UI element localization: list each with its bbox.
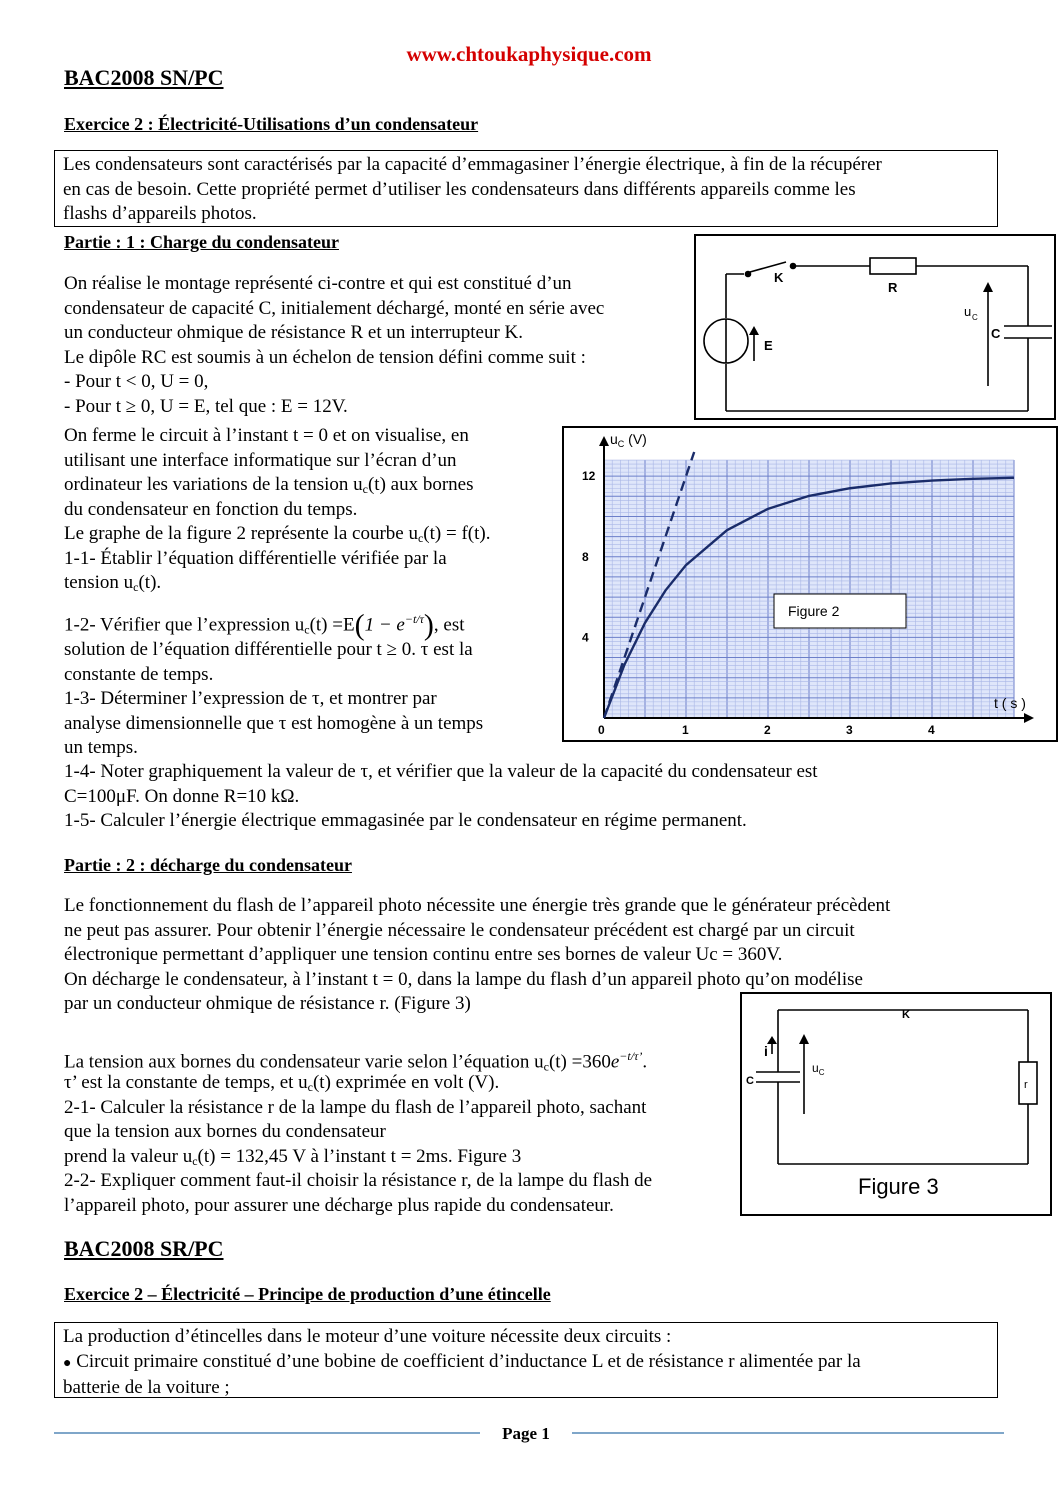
part2-text-b xyxy=(64,1071,734,1218)
text-line xyxy=(64,473,559,498)
text-span: . xyxy=(642,1051,648,1073)
label-k: K xyxy=(902,1009,910,1021)
figure2-label: Figure 2 xyxy=(788,603,840,619)
text-line: Le fonctionnement du flash de l’appareil photo nécessite une énergie très grande que le générateur précèdent xyxy=(64,895,891,916)
text-line: batterie de la voiture ; xyxy=(63,1377,230,1398)
page-number: Page 1 xyxy=(502,1424,550,1443)
text-span: τ’ est la constante de temps, et u xyxy=(64,1072,308,1093)
label-c: C xyxy=(746,1075,754,1087)
text-span: (t) = 132,45 V à l’instant t = 2ms. Figure 3 xyxy=(197,1145,522,1167)
y-tick-label: 12 xyxy=(582,469,596,484)
formula-exponent: −t/τ’ xyxy=(619,1049,643,1063)
label-uc: u xyxy=(964,304,972,319)
figure3-label: Figure 3 xyxy=(858,1174,939,1199)
x-tick-label: 2 xyxy=(764,723,771,737)
text-line: 1-4- Noter graphiquement la valeur de τ, et vérifier que la valeur de la capacité du condensateur est xyxy=(64,761,818,782)
paren-close: ) xyxy=(423,608,434,642)
text-line xyxy=(64,522,559,547)
bullet-icon: ● xyxy=(63,1355,72,1371)
text-span: 1-2- Vérifier que l’expression u xyxy=(64,614,305,636)
resistor-r xyxy=(1019,1062,1037,1104)
arrow-head xyxy=(983,282,993,292)
label-r: r xyxy=(1024,1079,1028,1091)
part1-text-d xyxy=(64,760,1024,834)
section2-title: BAC2008 SR/PC xyxy=(64,1236,224,1261)
text-line: analyse dimensionnelle que τ est homogène à un temps xyxy=(64,712,484,734)
text-line xyxy=(64,1145,734,1170)
text-line: On ferme le circuit à l’instant t = 0 et on visualise, en xyxy=(64,425,469,446)
intro-line: en cas de besoin. Cette propriété permet d’utiliser les condensateurs dans différents appareils comme les xyxy=(63,178,856,200)
x-tick-label: 1 xyxy=(682,723,689,737)
part1-text-c xyxy=(64,638,559,761)
text-line: 1-5- Calculer l’énergie électrique emmagasinée par le condensateur en régime permanent. xyxy=(64,810,747,831)
label-k: K xyxy=(774,270,784,285)
paren-open: ( xyxy=(354,608,365,642)
intro-line: Les condensateurs sont caractérisés par la capacité d’emmagasiner l’énergie électrique, à fin de la récupérer xyxy=(63,154,882,175)
label-uc-sub: C xyxy=(972,313,978,322)
x-axis-arrow xyxy=(1024,713,1034,723)
text-span: (t). xyxy=(138,572,162,593)
figure1-circuit xyxy=(694,234,1056,420)
text-span: tension u xyxy=(64,572,134,593)
text-line: 1-1- Établir l’équation différentielle vérifiée par la xyxy=(64,547,447,569)
part1-title: Partie : 1 : Charge du condensateur xyxy=(64,232,339,252)
text-span: (t) exprimée en volt (V). xyxy=(312,1072,500,1093)
figure3-circuit xyxy=(740,992,1052,1216)
text-span: Le graphe de la figure 2 représente la courbe u xyxy=(64,523,418,544)
y-axis-label: $u_C$ (V) xyxy=(610,431,647,449)
text-span: La tension aux bornes du condensateur varie selon l’équation u xyxy=(64,1051,544,1073)
text-line: utilisant une interface informatique sur l’écran d’un xyxy=(64,449,457,471)
exercise1-title: Exercice 2 : Électricité-Utilisations d’un condensateur xyxy=(64,114,479,134)
label-r: R xyxy=(888,280,898,295)
text-span: (t) aux bornes xyxy=(367,474,474,495)
text-line xyxy=(64,571,559,596)
figure2-chart xyxy=(562,426,1058,742)
arrow-head xyxy=(749,326,759,335)
label-c: C xyxy=(991,326,1001,341)
exercise2-title: Exercice 2 – Électricité – Principe de production d’une étincelle xyxy=(64,1284,551,1304)
x-axis-label: t ( s ) xyxy=(994,695,1026,711)
subscript: c xyxy=(133,580,139,594)
label-i: i xyxy=(764,1043,768,1059)
origin-label: 0 xyxy=(598,723,605,737)
uc-charge-chart xyxy=(564,428,1056,740)
y-tick-label: 4 xyxy=(582,630,589,645)
text-line: Le dipôle RC est soumis à un échelon de tension défini comme suit : xyxy=(64,346,586,368)
intro-line: flashs d’appareils photos. xyxy=(63,203,257,224)
subscript: c xyxy=(192,1153,198,1168)
question-1-2 xyxy=(64,602,559,642)
part1-text-b xyxy=(64,424,559,596)
text-span: (t) =E xyxy=(309,614,355,636)
subscript: c xyxy=(362,482,368,496)
rc-circuit-diagram xyxy=(696,236,1054,418)
formula: 1 − e xyxy=(364,614,405,636)
text-span: (t) = f(t). xyxy=(423,523,491,544)
arrow-head xyxy=(767,1036,777,1044)
text-line: du condensateur en fonction du temps. xyxy=(64,498,358,520)
text-line: ne peut pas assurer. Pour obtenir l’énergie nécessaire le condensateur précédent est chargé par un circuit xyxy=(64,919,855,941)
discharge-equation xyxy=(64,1040,734,1072)
text-span: prend la valeur u xyxy=(64,1145,193,1167)
text-line: 2-1- Calculer la résistance r de la lampe du flash de l’appareil photo, sachant xyxy=(64,1096,647,1118)
text-span: (t) =360 xyxy=(548,1051,611,1073)
discharge-circuit-diagram xyxy=(742,994,1050,1214)
subscript: c xyxy=(417,531,424,545)
text-line: - Pour t < 0, U = 0, xyxy=(64,371,209,392)
label-uc: $u_C$ xyxy=(812,1061,825,1077)
switch-contact xyxy=(746,272,751,277)
text-line: un conducteur ohmique de résistance R et un interrupteur K. xyxy=(64,322,524,343)
arrow-head xyxy=(799,1034,809,1044)
text-line: On décharge le condensateur, à l’instant t = 0, dans la lampe du flash d’un appareil photo qu’on modélise xyxy=(64,968,863,990)
footer-rule-right xyxy=(572,1432,1004,1434)
part2-title: Partie : 2 : décharge du condensateur xyxy=(64,855,352,875)
text-line: par un conducteur ohmique de résistance r. (Figure 3) xyxy=(64,993,471,1014)
text-line: 1-3- Déterminer l’expression de τ, et montrer par xyxy=(64,688,437,709)
part1-text-a xyxy=(64,272,684,419)
text-line: - Pour t ≥ 0, U = E, tel que : E = 12V. xyxy=(64,395,348,417)
subscript: c xyxy=(307,1080,313,1094)
x-tick-label: 4 xyxy=(928,723,935,737)
text-line: On réalise le montage représenté ci-contre et qui est constitué d’un xyxy=(64,273,572,294)
label-e: E xyxy=(764,338,773,353)
section2-box xyxy=(54,1322,998,1398)
text-line: condensateur de capacité C, initialement déchargé, monté en série avec xyxy=(64,297,605,319)
text-span: Circuit primaire constitué d’une bobine de coefficient d’inductance L et de résistance r alimentée par la xyxy=(76,1350,861,1372)
y-axis-arrow xyxy=(599,436,609,446)
text-line xyxy=(64,1071,734,1096)
y-tick-label: 8 xyxy=(582,549,589,564)
section1-title: BAC2008 SN/PC xyxy=(64,65,224,90)
resistor-r xyxy=(870,258,916,274)
subscript: c xyxy=(304,622,310,637)
text-line: que la tension aux bornes du condensateur xyxy=(64,1121,386,1142)
text-span: , est xyxy=(433,614,465,636)
text-line: un temps. xyxy=(64,737,138,758)
text-span: ordinateur les variations de la tension u xyxy=(64,474,363,495)
intro-box xyxy=(54,150,998,227)
footer-rule-left xyxy=(54,1432,480,1434)
text-line: électronique permettant d’appliquer une tension continu entre ses bornes de valeur Uc = 360V. xyxy=(64,944,783,965)
text-line: constante de temps. xyxy=(64,663,214,685)
text-line xyxy=(63,1350,989,1377)
x-tick-label: 3 xyxy=(846,723,853,737)
formula: e xyxy=(610,1051,620,1073)
text-line: La production d’étincelles dans le moteur d’une voiture nécessite deux circuits : xyxy=(63,1326,672,1347)
website-header: www.chtoukaphysique.com xyxy=(406,42,652,66)
text-line: l’appareil photo, pour assurer une décharge plus rapide du condensateur. xyxy=(64,1194,614,1216)
subscript: c xyxy=(543,1059,549,1074)
text-line: C=100μF. On donne R=10 kΩ. xyxy=(64,785,300,807)
formula-exponent: −t/τ xyxy=(404,612,424,626)
text-line: solution de l’équation différentielle pour t ≥ 0. τ est la xyxy=(64,639,473,660)
text-line: 2-2- Expliquer comment faut-il choisir la résistance r, de la lampe du flash de xyxy=(64,1170,653,1191)
